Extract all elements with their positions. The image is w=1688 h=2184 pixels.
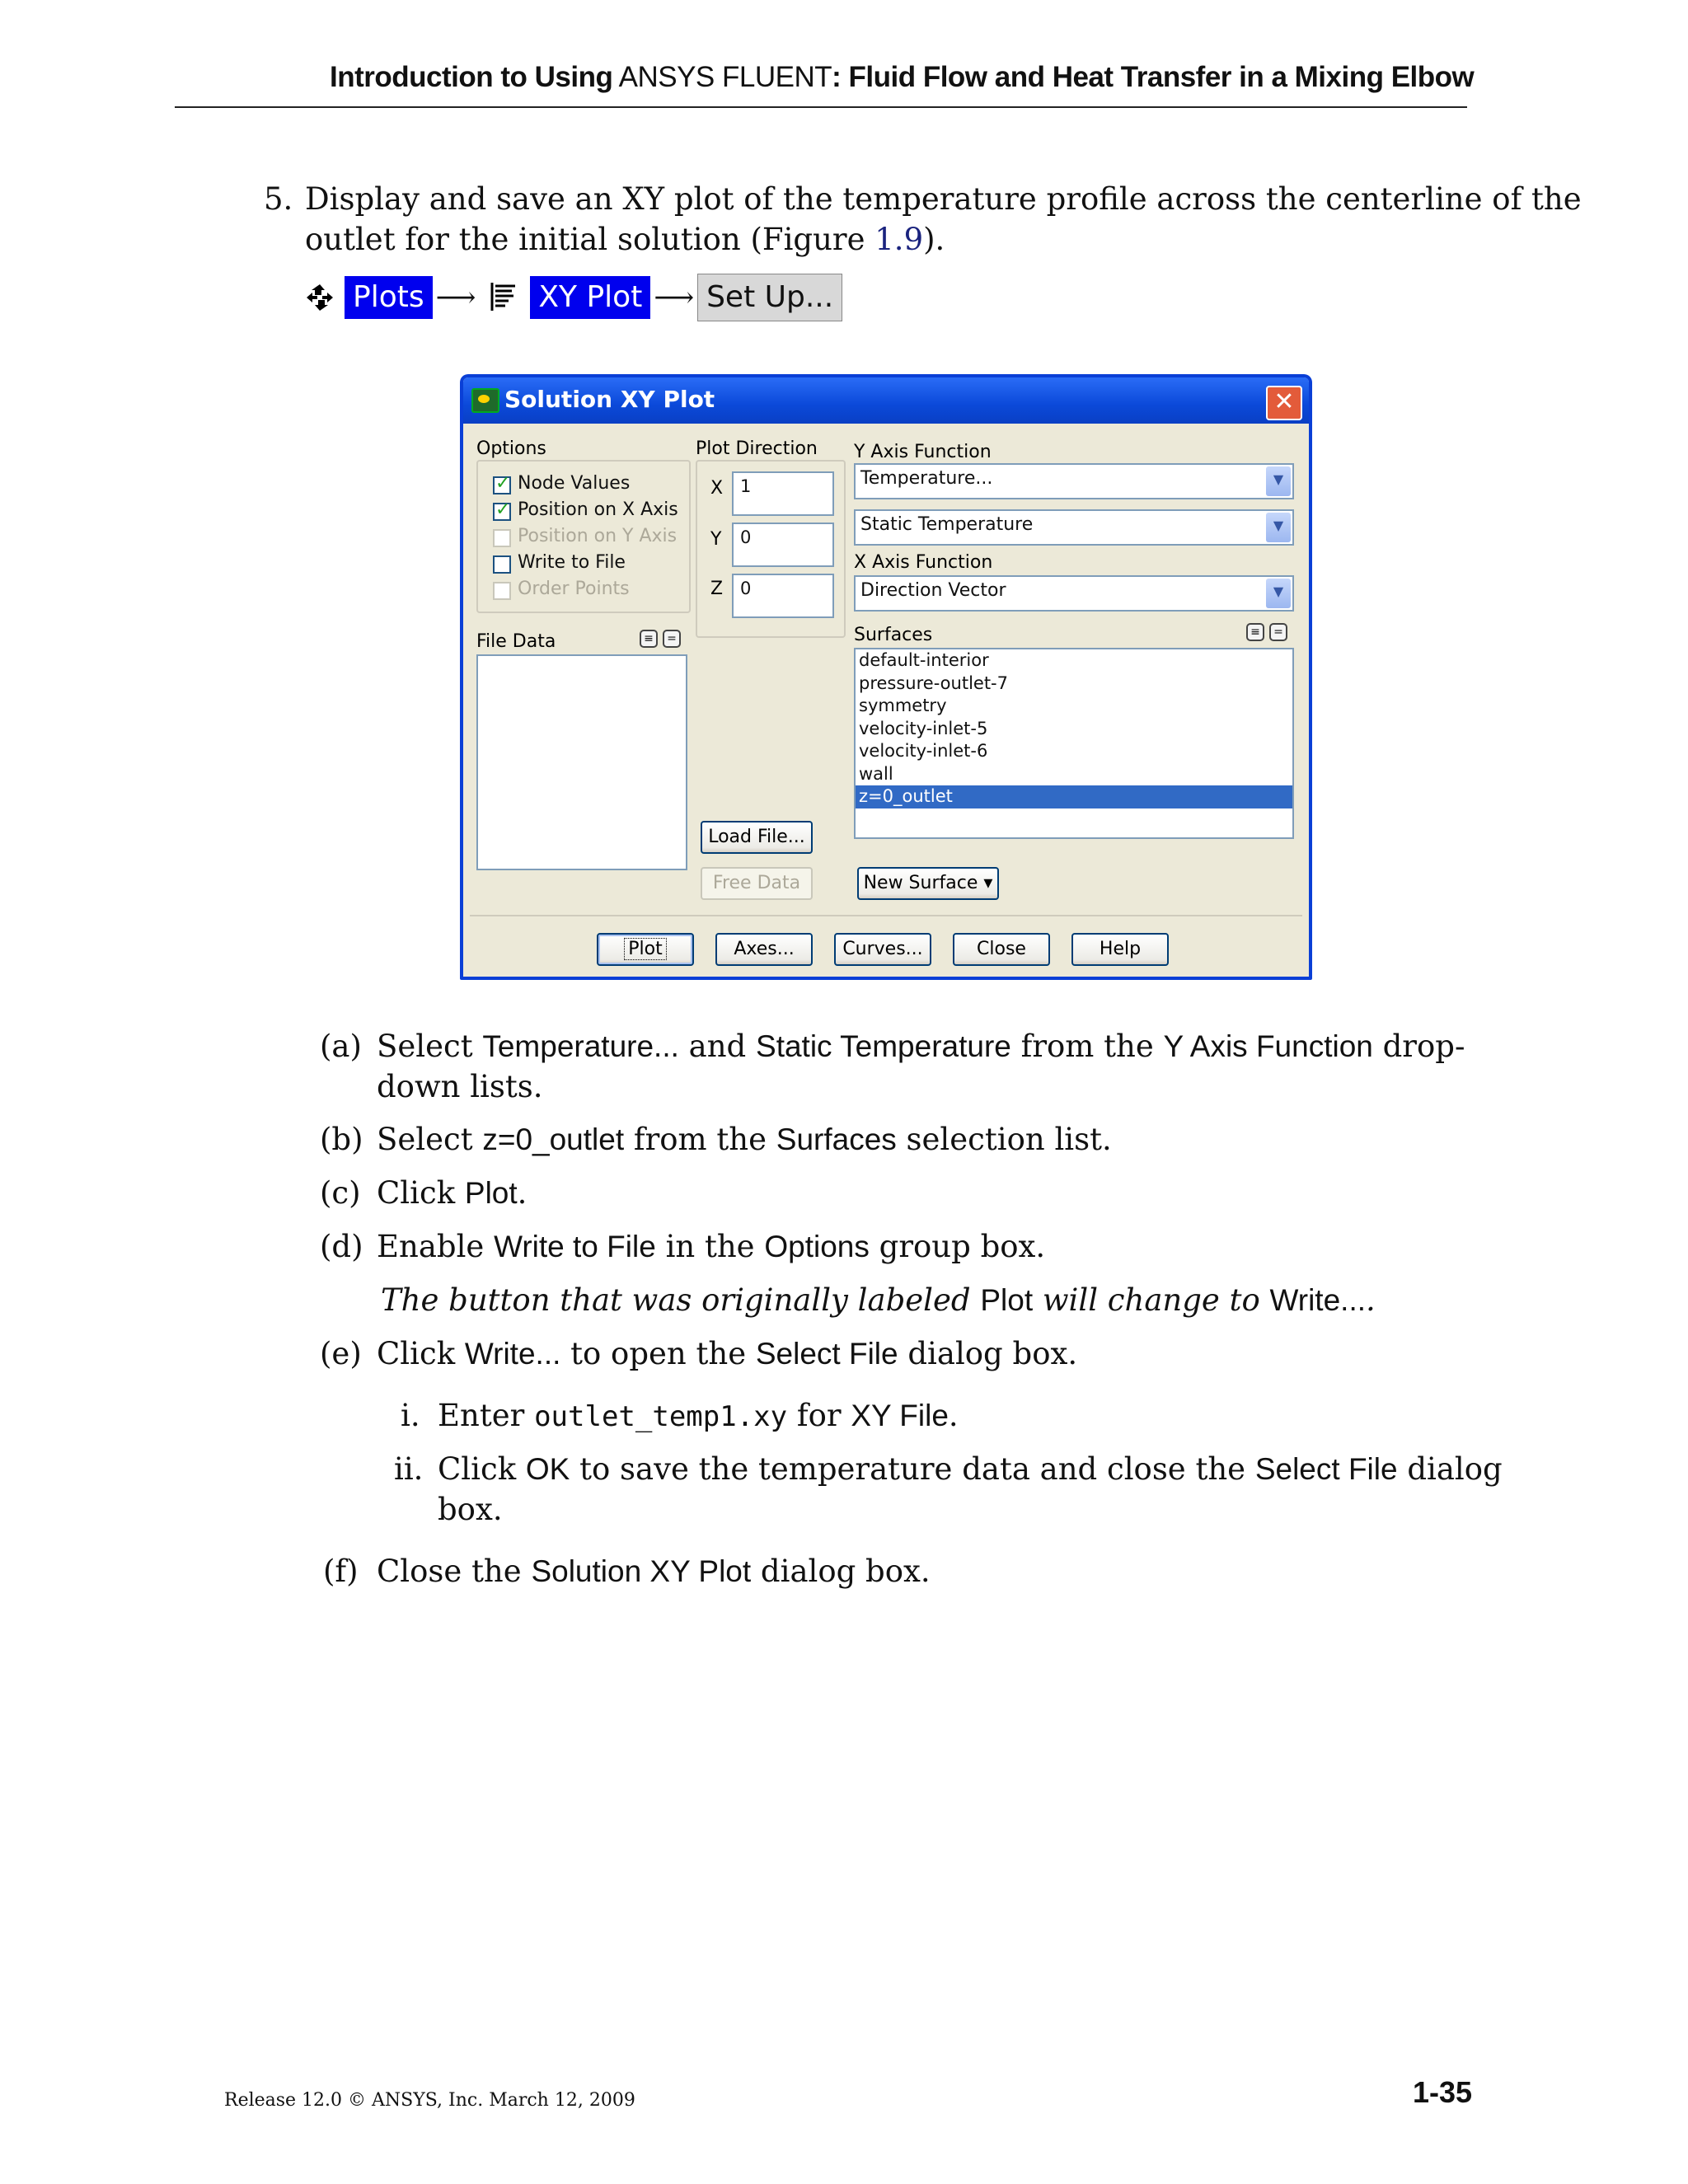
- ui-term: Write...: [464, 1337, 561, 1371]
- file-data-label: File Data: [476, 631, 556, 652]
- close-icon[interactable]: ✕: [1266, 386, 1302, 420]
- x-axis-function-label: X Axis Function: [854, 552, 993, 573]
- substep-a-text: [377, 1026, 1467, 1067]
- chevron-down-icon[interactable]: ▼: [1266, 513, 1291, 542]
- y-direction-input[interactable]: 0: [732, 523, 834, 567]
- text: dialog box.: [907, 1336, 1078, 1371]
- path-arrow: ⟶: [435, 281, 476, 314]
- select-all-icon[interactable]: ≡: [640, 630, 658, 648]
- substep-a-line2: down lists.: [377, 1069, 543, 1104]
- order-points-label: Order Points: [518, 579, 630, 599]
- position-on-y-axis-checkbox[interactable]: [493, 529, 511, 547]
- text: Enable: [377, 1229, 485, 1264]
- menu-path: [305, 272, 842, 323]
- free-data-button[interactable]: Free Data: [701, 867, 813, 900]
- ui-term: XY File: [851, 1399, 949, 1432]
- select-all-icon[interactable]: ≡: [1246, 623, 1264, 641]
- plot-button-label: Plot: [625, 939, 665, 959]
- y-axis-category-dropdown[interactable]: [854, 463, 1294, 499]
- list-item[interactable]: velocity-inlet-5: [859, 718, 988, 738]
- ui-term: Write...: [1269, 1283, 1367, 1317]
- set-up-button[interactable]: Set Up...: [697, 274, 842, 321]
- curves-button[interactable]: Curves...: [834, 933, 931, 966]
- substep-e-i-marker: i.: [401, 1398, 420, 1433]
- substep-e-ii-line2: box.: [438, 1492, 503, 1527]
- ui-term: Options: [764, 1230, 870, 1263]
- ui-term: Plot: [980, 1283, 1034, 1317]
- list-item-selected[interactable]: z=0_outlet: [856, 785, 1292, 808]
- substep-c-text: [377, 1173, 527, 1214]
- text: to open the: [570, 1336, 747, 1371]
- x-direction-input[interactable]: 1: [732, 471, 834, 516]
- load-file-button[interactable]: Load File...: [701, 821, 813, 854]
- text: and: [688, 1029, 747, 1064]
- text: Close the: [377, 1554, 522, 1589]
- plot-button[interactable]: [597, 933, 694, 966]
- text: .: [948, 1398, 959, 1433]
- text: will change to: [1042, 1282, 1260, 1318]
- surfaces-label: Surfaces: [854, 625, 933, 645]
- ui-term: z=0_outlet: [482, 1122, 625, 1156]
- x-axis-function-dropdown[interactable]: [854, 575, 1294, 612]
- substep-b-text: [377, 1119, 1112, 1160]
- dialog-title: Solution XY Plot: [504, 386, 715, 413]
- x-axis-function-value: Direction Vector: [860, 580, 1006, 601]
- list-item[interactable]: pressure-outlet-7: [859, 673, 1008, 693]
- text: The button that was originally labeled: [381, 1282, 971, 1318]
- write-to-file-label: Write to File: [518, 552, 626, 573]
- text: Click: [438, 1451, 517, 1487]
- substep-f-text: [377, 1551, 931, 1592]
- substep-d-note: [381, 1280, 1376, 1321]
- ui-term: Select File: [1254, 1452, 1398, 1486]
- plots-menu[interactable]: Plots: [345, 276, 433, 319]
- plot-direction-label: Plot Direction: [696, 438, 818, 459]
- y-axis-quantity-dropdown[interactable]: [854, 509, 1294, 546]
- ui-term: OK: [525, 1452, 570, 1486]
- step-5-number: 5.: [264, 181, 293, 217]
- ui-term: Y Axis Function: [1163, 1029, 1373, 1063]
- text: from the: [633, 1122, 767, 1157]
- step-5-line2: [305, 219, 945, 260]
- substep-d-marker: (d): [320, 1229, 363, 1264]
- order-points-checkbox[interactable]: [493, 582, 511, 600]
- text: in the: [665, 1229, 755, 1264]
- substep-d-text: [377, 1226, 1045, 1268]
- options-label: Options: [476, 438, 546, 459]
- ui-term: Surfaces: [776, 1122, 897, 1156]
- substep-f-marker: (f): [323, 1554, 359, 1589]
- header-part3: : Fluid Flow and Heat Transfer in a Mixing Elbow: [832, 61, 1475, 93]
- chevron-down-icon[interactable]: ▼: [1266, 579, 1291, 608]
- text: Click: [377, 1336, 456, 1371]
- z-direction-input[interactable]: 0: [732, 574, 834, 618]
- figure-link[interactable]: 1.9: [874, 222, 924, 257]
- axes-button[interactable]: Axes...: [715, 933, 813, 966]
- position-on-y-axis-label: Position on Y Axis: [518, 526, 678, 546]
- list-item[interactable]: default-interior: [859, 650, 989, 670]
- text: from the: [1020, 1029, 1154, 1064]
- ui-term: Static Temperature: [756, 1029, 1011, 1063]
- ui-term: Solution XY Plot: [531, 1554, 752, 1588]
- substep-e-ii-marker: ii.: [394, 1451, 424, 1487]
- list-item[interactable]: wall: [859, 763, 893, 784]
- write-to-file-checkbox[interactable]: [493, 555, 511, 574]
- release-footer: Release 12.0 © ANSYS, Inc. March 12, 2009: [224, 2090, 635, 2111]
- text: Enter: [438, 1398, 525, 1433]
- substep-c-marker: (c): [320, 1175, 361, 1211]
- solution-xy-plot-dialog: [460, 374, 1312, 980]
- page-number: 1-35: [1413, 2075, 1473, 2109]
- filename-code: outlet_temp1.xy: [534, 1400, 788, 1433]
- help-button[interactable]: Help: [1071, 933, 1169, 966]
- text: to save the temperature data and close the: [579, 1451, 1246, 1487]
- y-label: Y: [710, 529, 722, 550]
- text: Click: [377, 1175, 456, 1211]
- substep-e-ii-text: [438, 1449, 1503, 1490]
- new-surface-button[interactable]: New Surface ▾: [857, 867, 999, 900]
- header-part2: ANSYS FLUENT: [618, 61, 832, 93]
- substep-a-marker: (a): [320, 1029, 362, 1064]
- substep-e-i-text: [438, 1395, 959, 1437]
- list-item[interactable]: symmetry: [859, 696, 947, 715]
- substep-e-text: [377, 1333, 1077, 1375]
- ui-term: Temperature...: [482, 1029, 679, 1063]
- deselect-all-icon[interactable]: =: [1269, 623, 1287, 641]
- surfaces-list[interactable]: [854, 648, 1294, 839]
- substep-e-marker: (e): [320, 1336, 362, 1371]
- text: drop-: [1382, 1029, 1465, 1064]
- text: Select: [377, 1122, 473, 1157]
- fluent-app-icon: [471, 388, 499, 413]
- step-5-line2-post: ).: [923, 222, 945, 257]
- text: selection list.: [906, 1122, 1112, 1157]
- ui-term: Write to File: [494, 1230, 656, 1263]
- y-axis-function-label: Y Axis Function: [854, 442, 992, 462]
- y-axis-category-value: Temperature...: [860, 468, 993, 489]
- list-item[interactable]: velocity-inlet-6: [859, 741, 988, 761]
- node-values-checkbox[interactable]: [493, 476, 511, 494]
- ui-term: Plot: [464, 1176, 518, 1210]
- text: .: [1366, 1282, 1376, 1318]
- node-values-label: Node Values: [518, 473, 631, 494]
- text: group box.: [879, 1229, 1046, 1264]
- deselect-all-icon[interactable]: =: [663, 630, 681, 648]
- text: dialog box.: [760, 1554, 931, 1589]
- dialog-titlebar[interactable]: [463, 377, 1309, 424]
- button-row-separator: [470, 915, 1302, 916]
- close-button[interactable]: Close: [953, 933, 1050, 966]
- ui-term: Select File: [755, 1337, 898, 1371]
- header-part1: Introduction to Using: [330, 61, 613, 93]
- xy-plot-icon: [490, 281, 518, 314]
- z-label: Z: [710, 579, 724, 599]
- x-label: X: [710, 478, 724, 499]
- file-data-list[interactable]: [476, 654, 687, 870]
- step-5-line2-pre: outlet for the initial solution (Figure: [305, 222, 875, 257]
- text: .: [517, 1175, 528, 1211]
- chevron-down-icon[interactable]: ▼: [1266, 466, 1291, 496]
- position-on-x-axis-checkbox[interactable]: [493, 503, 511, 521]
- position-on-x-axis-label: Position on X Axis: [518, 499, 678, 520]
- header-rule: [175, 106, 1467, 108]
- xy-plot-menu[interactable]: XY Plot: [530, 276, 650, 319]
- text: Select: [377, 1029, 473, 1064]
- y-axis-quantity-value: Static Temperature: [860, 514, 1034, 535]
- path-arrow: ⟶: [654, 281, 695, 314]
- running-header: [330, 61, 1475, 94]
- plots-tree-icon: [305, 283, 335, 312]
- text: for: [796, 1398, 842, 1433]
- text: dialog: [1407, 1451, 1503, 1487]
- substep-b-marker: (b): [320, 1122, 363, 1157]
- step-5-line1: Display and save an XY plot of the temperature profile across the centerline of the: [305, 181, 1582, 217]
